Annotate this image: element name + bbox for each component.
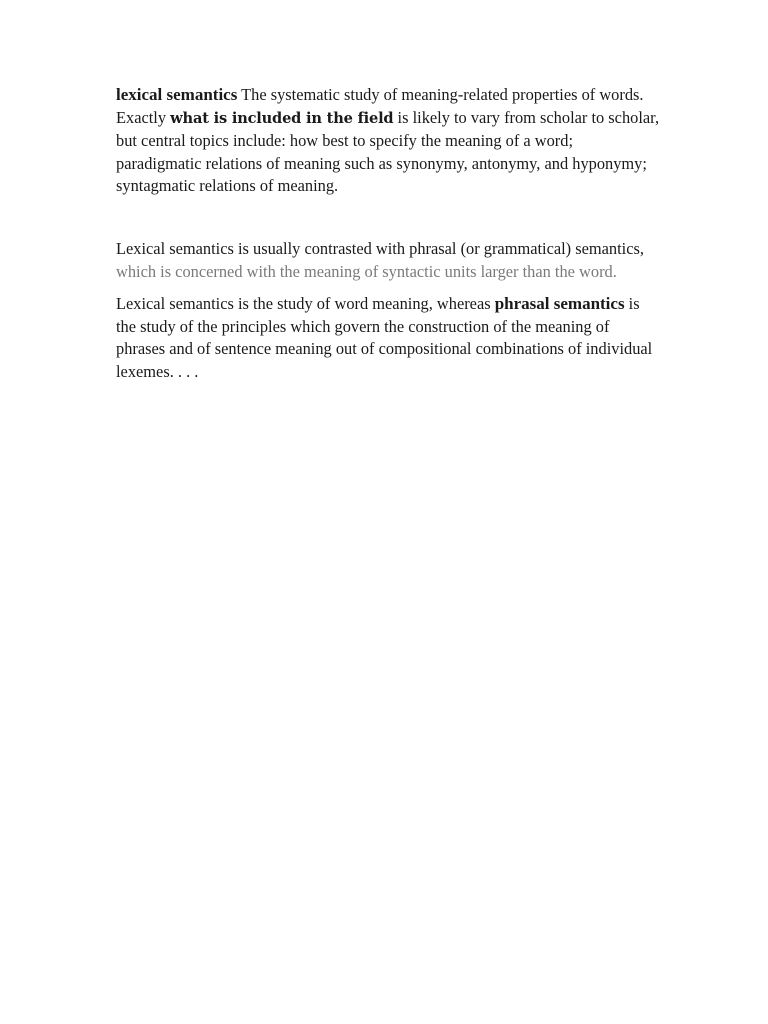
term-phrasal-semantics: phrasal semantics — [494, 294, 625, 314]
definition-paragraph — [116, 84, 661, 198]
term-lexical-semantics: lexical semantics — [116, 85, 238, 104]
field-phrase: what is included in the field — [170, 109, 394, 127]
contrast-muted-text: which is concerned with the meaning of syntactic units larger than the word. — [116, 261, 617, 281]
contrast-paragraph — [116, 238, 661, 283]
document-page — [116, 84, 661, 384]
comparison-text: Lexical semantics is the study of word meaning, whereas — [116, 294, 495, 314]
definition-text: The systematic study of meaning-related properties of words. Exactly — [116, 85, 644, 127]
contrast-text: Lexical semantics is usually contrasted with phrasal (or grammatical) semantics, — [116, 238, 644, 258]
definition-text-continued: is likely to vary from scholar to scholar, but central topics include: how best to specify the meaning of a word; paradigmatic relations of meaning such as synonymy, antonymy, and hyponymy; syntagmatic relations of meaning. — [116, 107, 660, 196]
comparison-paragraph — [116, 293, 661, 383]
comparison-text-continued: is the study of the principles which govern the construction of the meaning of phrases and of sentence meaning out of compositional combinations of individual lexemes. . . . — [116, 294, 653, 381]
